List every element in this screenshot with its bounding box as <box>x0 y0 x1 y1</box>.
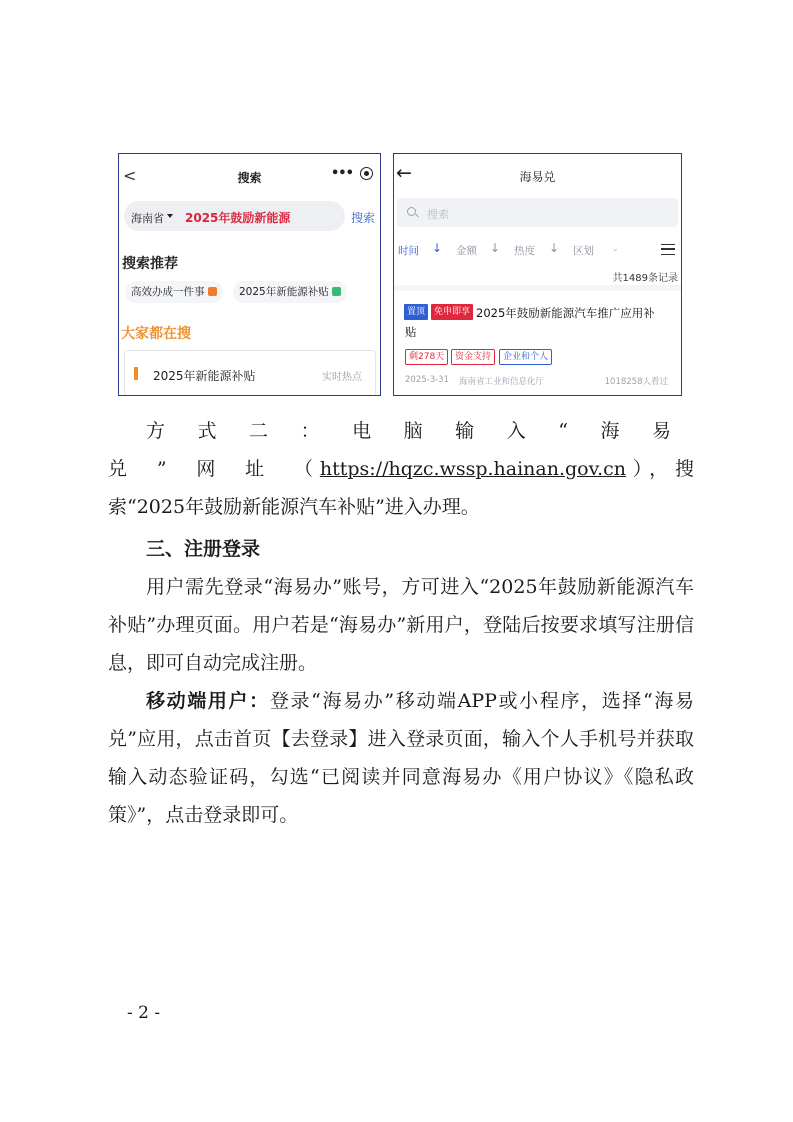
audience-tag: 企业和个人 <box>499 349 552 365</box>
sort-arrow-icon[interactable]: ↓ <box>549 241 560 255</box>
filter-region[interactable]: 区划 <box>573 245 594 257</box>
page-number: - 2 - <box>127 1003 161 1023</box>
divider <box>394 285 681 291</box>
search-input[interactable]: 搜索 <box>427 208 449 221</box>
menu-icon[interactable] <box>661 244 675 255</box>
recommend-tag-label: 高效办成一件事 <box>131 286 205 298</box>
pinned-chip: 置顶 <box>404 304 428 320</box>
record-count: 共1489条记录 <box>612 273 678 284</box>
search-screenshot <box>118 153 381 396</box>
mobile-user-text: 登录“海易办”移动端APP或小程序，选择“海易兑”应用，点击首页【去登录】进入登录页面，输入个人手机号并获取输入动态验证码，勾选“已阅读并同意海易办《用户协议》《隐私政策》”，点击登录即可。 <box>108 690 694 826</box>
app-title: 海易兑 <box>519 170 556 184</box>
register-paragraph: 用户需先登录“海易办”账号，方可进入“2025年鼓励新能源汽车补贴”办理页面。用户若是“海易办”新用户，登陆后按要求填写注册信息，即可自动完成注册。 <box>108 576 694 674</box>
search-icon <box>407 207 416 216</box>
recommend-tag[interactable] <box>233 281 347 303</box>
back-icon[interactable]: < <box>123 166 137 185</box>
view-count: 1018258人看过 <box>604 377 668 387</box>
hot-search-title: 大家都在搜 <box>121 326 191 342</box>
haiyidui-screenshot <box>393 153 682 396</box>
method-two-paragraph <box>108 412 694 526</box>
hot-search-note: 实时热点 <box>322 372 362 383</box>
mobile-user-label: 移动端用户： <box>146 690 270 712</box>
website-link[interactable]: https://hqzc.wssp.hainan.gov.cn <box>319 458 627 480</box>
fund-support-tag: 资金支持 <box>451 349 495 365</box>
publishing-org: 海南省工业和信息化厅 <box>459 377 545 387</box>
sort-arrow-icon[interactable]: ↓ <box>490 241 501 255</box>
chevron-down-icon[interactable]: ⌄ <box>612 244 619 253</box>
flag-icon <box>134 367 138 380</box>
more-icon[interactable]: ••• <box>331 166 353 181</box>
back-arrow-icon[interactable]: ← <box>396 162 412 184</box>
days-left-tag: 剩278天 <box>405 349 448 365</box>
method-two-lead: 方式二：电脑输入“海易兑”网址 <box>108 420 694 480</box>
hot-search-item[interactable]: 2025年新能源补贴 <box>153 369 256 383</box>
section-heading: 三、注册登录 <box>146 538 261 560</box>
no-apply-chip: 免申即享 <box>431 304 473 320</box>
recommend-tag-label: 2025年新能源补贴 <box>239 286 329 298</box>
recommend-tag[interactable] <box>125 281 223 303</box>
search-input[interactable]: 2025年鼓励新能源 <box>185 211 291 225</box>
policy-item-title-cont[interactable]: 贴 <box>405 325 417 339</box>
publish-date: 2025-3-31 <box>405 375 449 385</box>
sort-arrow-icon[interactable]: ↓ <box>432 241 443 255</box>
recommend-title: 搜索推荐 <box>122 256 178 272</box>
search-page-title: 搜索 <box>237 171 262 185</box>
filter-time[interactable]: 时间 <box>398 245 419 257</box>
target-icon[interactable] <box>360 167 373 180</box>
paren-open: （ <box>294 458 320 480</box>
policy-item-title[interactable]: 2025年鼓励新能源汽车推广应用补 <box>476 306 655 320</box>
filter-popularity[interactable]: 热度 <box>514 245 535 257</box>
mobile-user-paragraph <box>108 682 694 834</box>
hot-badge-icon <box>208 287 217 296</box>
method-two-rest: ），搜索“2025年鼓励新能源汽车补贴”进入办理。 <box>108 458 694 518</box>
region-selector[interactable]: 海南省 <box>131 212 164 225</box>
filter-amount[interactable]: 金额 <box>456 245 477 257</box>
search-button[interactable]: 搜索 <box>351 211 376 225</box>
caret-down-icon[interactable] <box>167 214 173 218</box>
new-badge-icon <box>332 287 341 296</box>
